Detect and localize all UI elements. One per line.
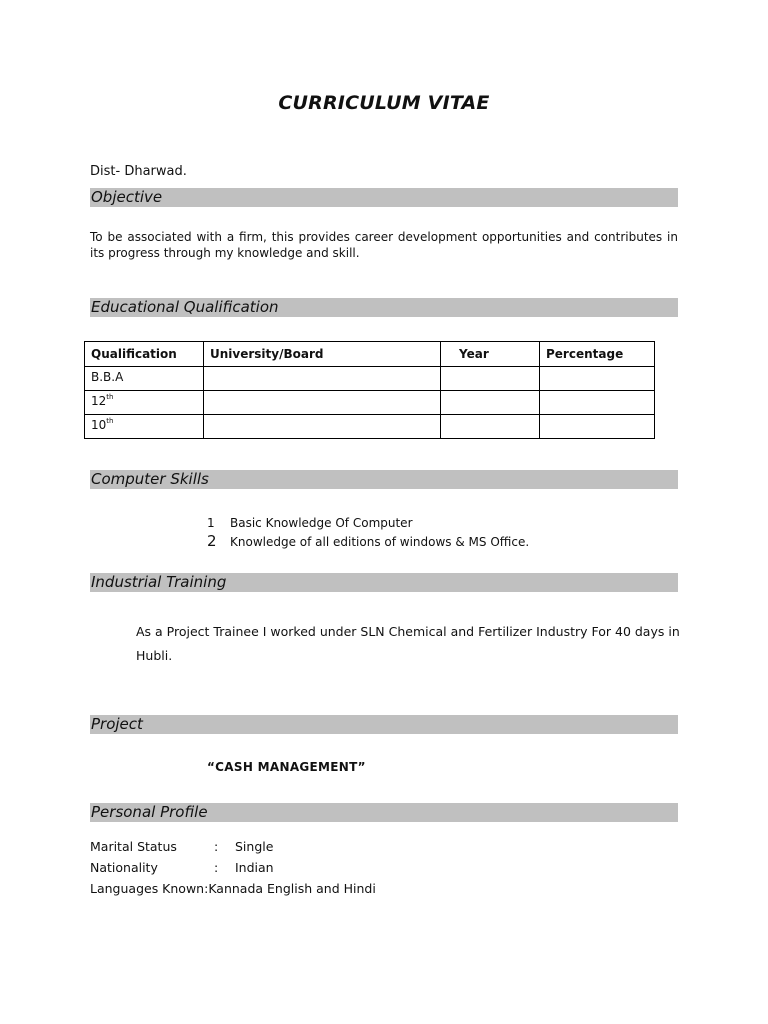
- column-header-qualification: Qualification: [85, 342, 204, 367]
- cell-percentage: [540, 415, 655, 439]
- table-row: [85, 391, 655, 415]
- cell-university: [204, 391, 441, 415]
- project-name: “CASH MANAGEMENT”: [207, 760, 366, 774]
- list-item: [207, 514, 529, 532]
- section-computer-skills: [90, 470, 678, 489]
- section-heading-education: Educational Qualification: [91, 298, 279, 316]
- cell-year: [441, 415, 540, 439]
- section-industrial-training: [90, 573, 678, 592]
- cell-qualification: 10th: [85, 415, 204, 439]
- profile-row-marital-status: [90, 836, 376, 857]
- section-heading-personal-profile: Personal Profile: [91, 803, 208, 821]
- list-number: 1: [207, 516, 215, 530]
- cell-university: [204, 415, 441, 439]
- profile-value: Single: [235, 839, 274, 854]
- section-heading-industrial-training: Industrial Training: [91, 573, 227, 591]
- section-heading-computer-skills: Computer Skills: [91, 470, 209, 488]
- personal-profile: [90, 836, 376, 899]
- column-header-university: University/Board: [204, 342, 441, 367]
- profile-row-nationality: [90, 857, 376, 878]
- cell-percentage: [540, 391, 655, 415]
- cell-qualification: B.B.A: [85, 367, 204, 391]
- profile-colon: :: [214, 839, 219, 854]
- column-header-year: Year: [441, 342, 540, 367]
- cell-percentage: [540, 367, 655, 391]
- cell-year: [441, 367, 540, 391]
- training-text: As a Project Trainee I worked under SLN Chemical and Fertilizer Industry For 40 days in Hubli.: [136, 624, 680, 663]
- section-heading-objective: Objective: [91, 188, 163, 206]
- skills-list: [207, 514, 529, 550]
- profile-row-languages: [90, 878, 376, 899]
- list-item: [207, 532, 529, 550]
- column-header-percentage: Percentage: [540, 342, 655, 367]
- profile-colon: :: [214, 860, 219, 875]
- list-number: 2: [207, 532, 217, 550]
- education-table: [84, 341, 655, 439]
- table-header-row: [85, 342, 655, 367]
- section-education: [90, 298, 678, 317]
- profile-label: Marital Status: [90, 839, 177, 854]
- cell-qualification: 12th: [85, 391, 204, 415]
- list-item-text: Knowledge of all editions of windows & MS Office.: [230, 535, 530, 549]
- profile-value: Indian: [235, 860, 274, 875]
- profile-value: Kannada English and Hindi: [208, 881, 376, 896]
- section-personal-profile: [90, 803, 678, 822]
- page-title: CURRICULUM VITAE: [278, 92, 490, 114]
- list-item-text: Basic Knowledge Of Computer: [230, 516, 413, 530]
- cell-year: [441, 391, 540, 415]
- objective-text: To be associated with a firm, this provides career development opportunities and contributes in its progress through my knowledge and skill.: [90, 230, 678, 260]
- section-heading-project: Project: [91, 715, 143, 733]
- profile-label: Languages Known:: [90, 881, 209, 896]
- section-project: [90, 715, 678, 734]
- profile-label: Nationality: [90, 860, 158, 875]
- cell-university: [204, 367, 441, 391]
- section-objective: [90, 188, 678, 207]
- address-line: Dist- Dharwad.: [90, 164, 187, 179]
- table-row: [85, 415, 655, 439]
- table-row: [85, 367, 655, 391]
